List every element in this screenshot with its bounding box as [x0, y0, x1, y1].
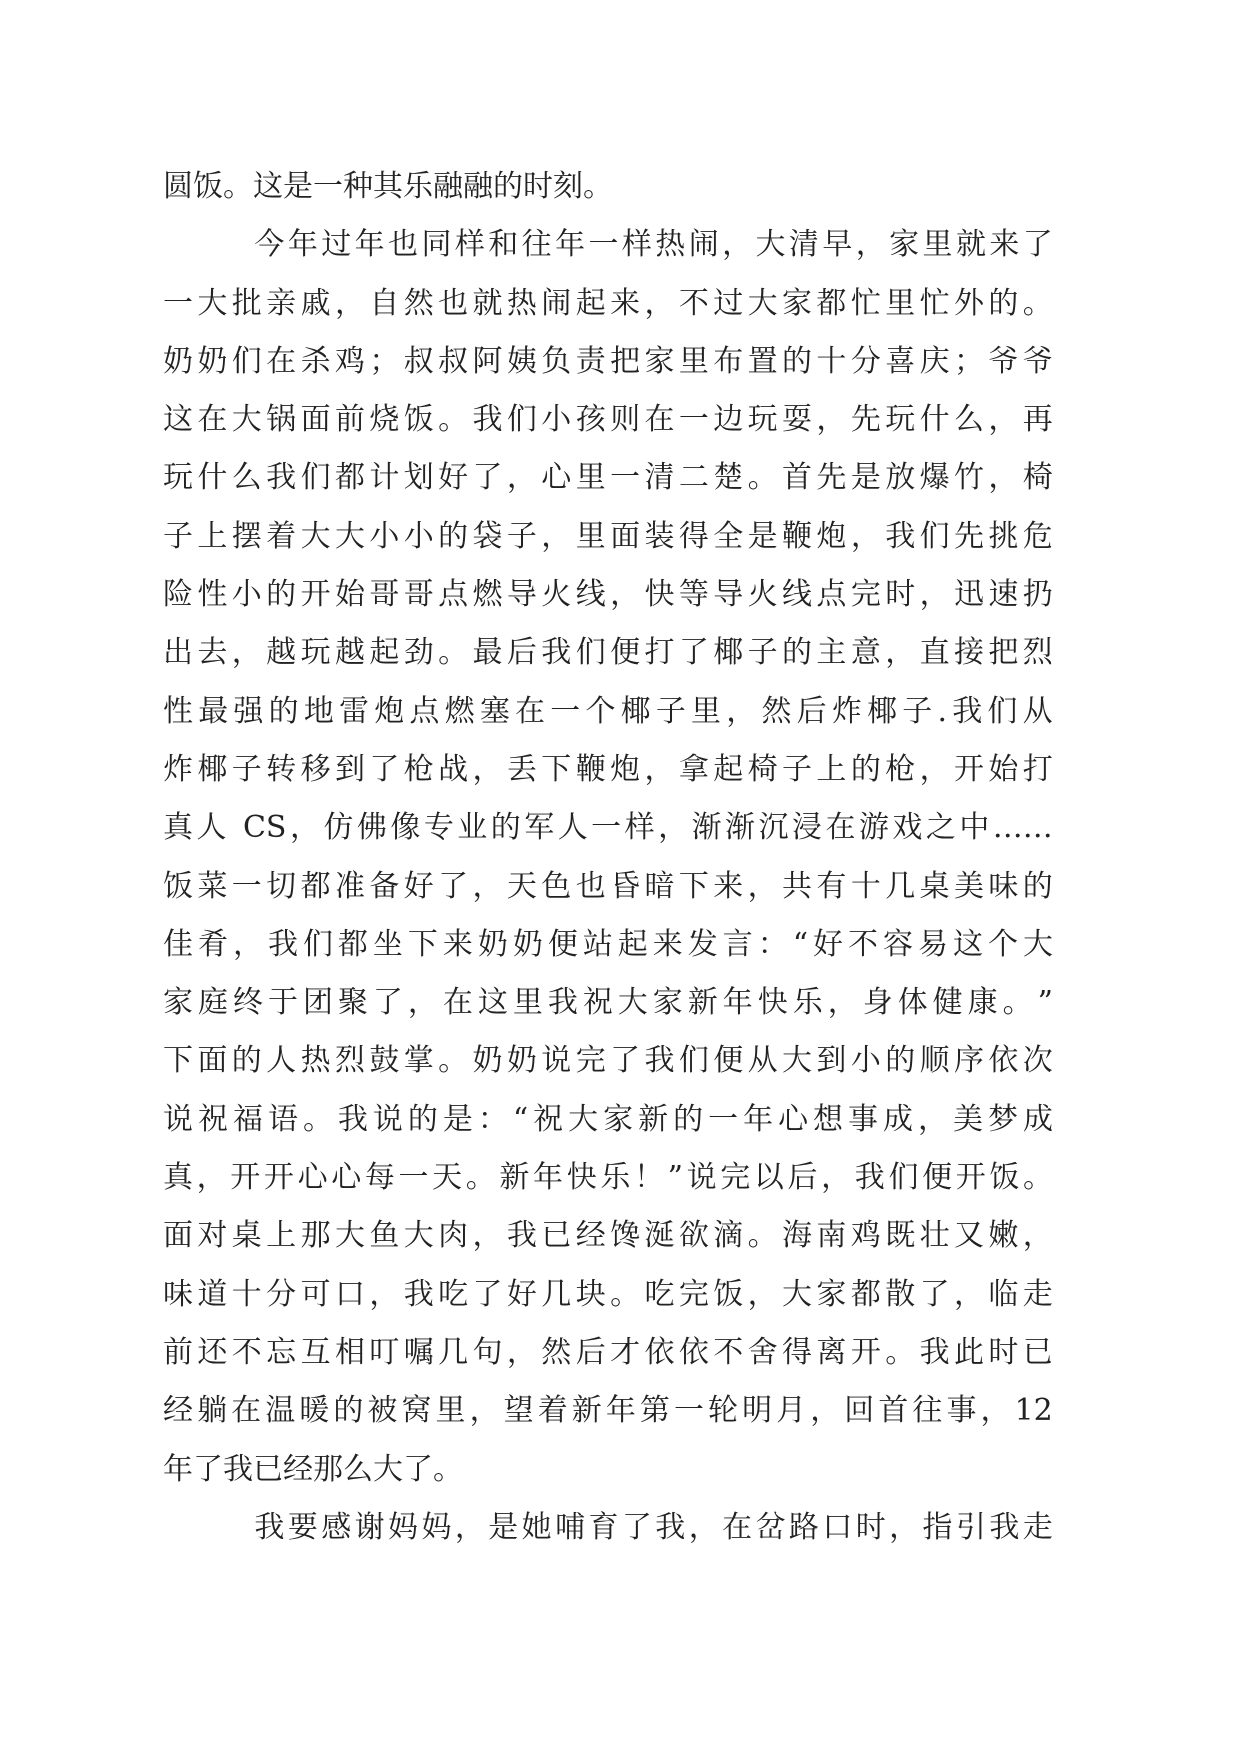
text-line: 险 性 小 的 开 始 哥 哥 点 燃 导 火 线 ， 快 等 导 火 线 点 完 时 ， 迅 速 扔	[163, 577, 1053, 613]
text-line: 性 最 强 的 地 雷 炮 点 燃 塞 在 一 个 椰 子 里 ， 然 后 炸 椰 子 . 我 们 从	[163, 693, 1053, 729]
text-line: 年了我已经那么大了。	[163, 1451, 463, 1487]
text-line: 今 年 过 年 也 同 样 和 往 年 一 样 热 闹 ， 大 清 早 ， 家 里 就 来 了	[254, 227, 1053, 263]
text-line: 奶 奶 们 在 杀 鸡 ； 叔 叔 阿 姨 负 责 把 家 里 布 置 的 十 分 喜 庆 ； 爷 爷	[163, 343, 1053, 379]
text-line: 玩 什 么 我 们 都 计 划 好 了 ， 心 里 一 清 二 楚 。 首 先 是 放 爆 竹 ， 椅	[163, 460, 1053, 496]
text-line: 下 面 的 人 热 烈 鼓 掌 。 奶 奶 说 完 了 我 们 便 从 大 到 小 的 顺 序 依 次	[163, 1043, 1053, 1079]
text-line: 一 大 批 亲 戚 ， 自 然 也 就 热 闹 起 来 ， 不 过 大 家 都 忙 里 忙 外 的 。	[163, 285, 1053, 321]
text-line: 说 祝 福 语 。 我 说 的 是 ： “ 祝 大 家 新 的 一 年 心 想 事 成 ， 美 梦 成	[163, 1101, 1053, 1137]
text-line: 味 道 十 分 可 口 ， 我 吃 了 好 几 块 。 吃 完 饭 ， 大 家 都 散 了 ， 临 走	[163, 1276, 1053, 1312]
text-line: 子 上 摆 着 大 大 小 小 的 袋 子 ， 里 面 装 得 全 是 鞭 炮 ， 我 们 先 挑 危	[163, 518, 1053, 554]
text-line: 这 在 大 锅 面 前 烧 饭 。 我 们 小 孩 则 在 一 边 玩 耍 ， 先 玩 什 么 ， 再	[163, 402, 1053, 438]
text-line: 前 还 不 忘 互 相 叮 嘱 几 句 ， 然 后 才 依 依 不 舍 得 离 开 。 我 此 时 已	[163, 1334, 1053, 1370]
text-line: 家 庭 终 于 团 聚 了 ， 在 这 里 我 祝 大 家 新 年 快 乐 ， 身 体 健 康 。 ”	[163, 985, 1053, 1021]
text-line: 真 人 CS ， 仿 佛 像 专 业 的 军 人 一 样 ， 渐 渐 沉 浸 在 游 戏 之 中 ……	[163, 810, 1053, 846]
text-body	[163, 158, 1053, 1557]
text-line: 圆饭。这是一种其乐融融的时刻。	[163, 169, 613, 204]
text-line: 面 对 桌 上 那 大 鱼 大 肉 ， 我 已 经 馋 涎 欲 滴 。 海 南 鸡 既 壮 又 嫩 ，	[163, 1218, 1053, 1254]
text-line: 经 躺 在 温 暖 的 被 窝 里 ， 望 着 新 年 第 一 轮 明 月 ， 回 首 往 事 ， 12	[163, 1393, 1053, 1429]
text-line: 真 ， 开 开 心 心 每 一 天 。 新 年 快 乐 ！ ” 说 完 以 后 ， 我 们 便 开 饭 。	[163, 1160, 1053, 1196]
text-line: 我 要 感 谢 妈 妈 ， 是 她 哺 育 了 我 ， 在 岔 路 口 时 ， 指 引 我 走	[254, 1509, 1053, 1545]
text-line: 出 去 ， 越 玩 越 起 劲 。 最 后 我 们 便 打 了 椰 子 的 主 意 ， 直 接 把 烈	[163, 635, 1053, 671]
text-line: 饭 菜 一 切 都 准 备 好 了 ， 天 色 也 昏 暗 下 来 ， 共 有 十 几 桌 美 味 的	[163, 868, 1053, 904]
text-line: 炸 椰 子 转 移 到 了 枪 战 ， 丢 下 鞭 炮 ， 拿 起 椅 子 上 的 枪 ， 开 始 打	[163, 751, 1053, 787]
text-line: 佳 肴 ， 我 们 都 坐 下 来 奶 奶 便 站 起 来 发 言 ： “ 好 不 容 易 这 个 大	[163, 926, 1053, 962]
